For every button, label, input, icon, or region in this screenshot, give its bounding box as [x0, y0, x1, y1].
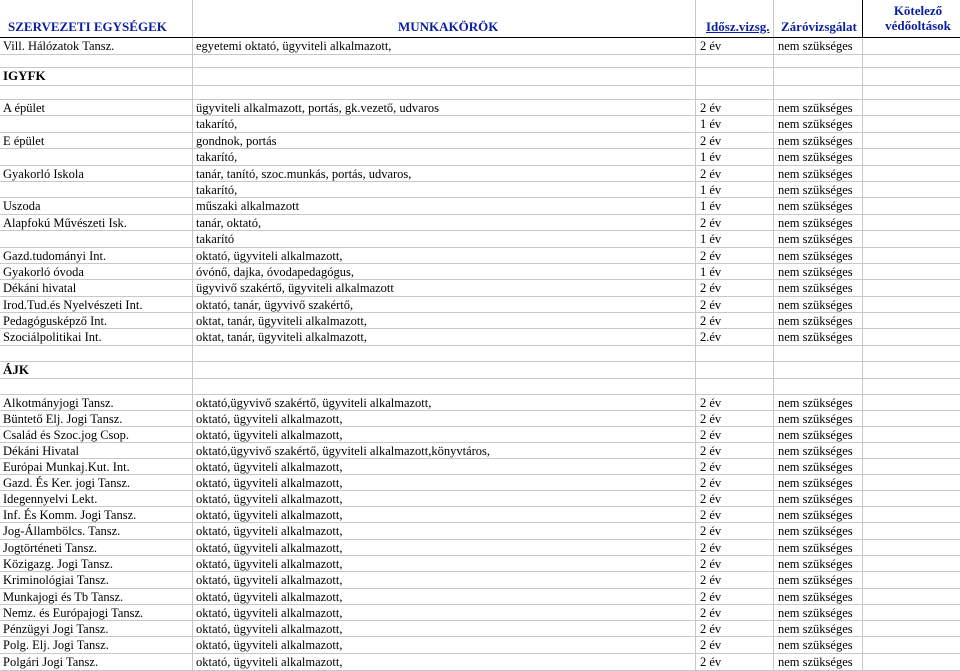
- unit-cell: Dékáni Hivatal: [3, 444, 80, 458]
- period-cell: 2 év: [700, 281, 722, 295]
- job-cell: tanár, tanító, szoc.munkás, portás, udvaros,: [196, 167, 412, 181]
- job-cell: oktató, ügyviteli alkalmazott,: [196, 638, 343, 652]
- row-divider: [0, 99, 960, 100]
- unit-cell: Alkotmányjogi Tansz.: [3, 396, 114, 410]
- final-exam-cell: nem szükséges: [778, 281, 853, 295]
- period-cell: 2 év: [700, 314, 722, 328]
- job-cell: oktató,ügyvivő szakértő, ügyviteli alkalmazott,: [196, 396, 432, 410]
- job-cell: ügyvivő szakértő, ügyviteli alkalmazott: [196, 281, 394, 295]
- row-divider: [0, 85, 960, 86]
- unit-cell: Család és Szoc.jog Csop.: [3, 428, 130, 442]
- final-exam-cell: nem szükséges: [778, 606, 853, 620]
- final-exam-cell: nem szükséges: [778, 232, 853, 246]
- period-cell: 2 év: [700, 460, 722, 474]
- period-cell: 2 év: [700, 216, 722, 230]
- row-divider: [0, 312, 960, 313]
- row-divider: [0, 506, 960, 507]
- row-divider: [0, 247, 960, 248]
- period-cell: 2 év: [700, 492, 722, 506]
- final-exam-cell: nem szükséges: [778, 524, 853, 538]
- row-divider: [0, 636, 960, 637]
- period-cell: 2 év: [700, 622, 722, 636]
- job-cell: oktató, ügyviteli alkalmazott,: [196, 541, 343, 555]
- final-exam-cell: nem szükséges: [778, 492, 853, 506]
- final-exam-cell: nem szükséges: [778, 101, 853, 115]
- final-exam-cell: nem szükséges: [778, 216, 853, 230]
- unit-cell: Európai Munkaj.Kut. Int.: [3, 460, 130, 474]
- job-cell: oktató, ügyviteli alkalmazott,: [196, 460, 343, 474]
- final-exam-cell: nem szükséges: [778, 428, 853, 442]
- header-vaccinations: Kötelező védőoltások: [885, 3, 951, 33]
- row-divider: [0, 165, 960, 166]
- job-cell: műszaki alkalmazott: [196, 199, 300, 213]
- final-exam-cell: nem szükséges: [778, 199, 853, 213]
- period-cell: 2 év: [700, 134, 722, 148]
- period-cell: 1 év: [700, 265, 722, 279]
- period-cell: 1 év: [700, 117, 722, 131]
- row-divider: [0, 181, 960, 182]
- unit-cell: Polgári Jogi Tansz.: [3, 655, 99, 669]
- final-exam-cell: nem szükséges: [778, 460, 853, 474]
- final-exam-cell: nem szükséges: [778, 638, 853, 652]
- header-periodic-exam: Idősz.vizsg.: [706, 19, 770, 34]
- header-units: SZERVEZETI EGYSÉGEK: [8, 19, 167, 34]
- row-divider: [0, 620, 960, 621]
- row-divider: [0, 522, 960, 523]
- header-row: [0, 0, 960, 40]
- row-divider: [0, 571, 960, 572]
- header-jobs: MUNKAKÖRÖK: [398, 19, 499, 34]
- final-exam-cell: nem szükséges: [778, 508, 853, 522]
- period-cell: 2 év: [700, 590, 722, 604]
- final-exam-cell: nem szükséges: [778, 314, 853, 328]
- unit-cell: Inf. És Komm. Jogi Tansz.: [3, 508, 137, 522]
- section-title: IGYFK: [3, 68, 46, 83]
- row-divider: [0, 296, 960, 297]
- job-cell: oktat, tanár, ügyviteli alkalmazott,: [196, 330, 367, 344]
- row-divider: [0, 458, 960, 459]
- final-exam-cell: nem szükséges: [778, 573, 853, 587]
- job-cell: oktató, ügyviteli alkalmazott,: [196, 655, 343, 669]
- unit-cell: Büntető Elj. Jogi Tansz.: [3, 412, 123, 426]
- row-divider: [0, 54, 960, 55]
- job-cell: oktató, ügyviteli alkalmazott,: [196, 590, 343, 604]
- period-cell: 2 év: [700, 638, 722, 652]
- job-cell: takarító,: [196, 183, 238, 197]
- section-title: ÁJK: [3, 362, 29, 377]
- period-cell: 2.év: [700, 330, 722, 344]
- row-divider: [0, 345, 960, 346]
- unit-cell: Dékáni hivatal: [3, 281, 77, 295]
- period-cell: 2 év: [700, 396, 722, 410]
- job-cell: óvónő, dajka, óvodapedagógus,: [196, 265, 354, 279]
- period-cell: 2 év: [700, 428, 722, 442]
- unit-cell: Munkajogi és Tb Tansz.: [3, 590, 124, 604]
- final-exam-cell: nem szükséges: [778, 396, 853, 410]
- unit-cell: Szociálpolitikai Int.: [3, 330, 102, 344]
- final-exam-cell: nem szükséges: [778, 655, 853, 669]
- period-cell: 2 év: [700, 524, 722, 538]
- final-exam-cell: nem szükséges: [778, 622, 853, 636]
- unit-cell: Gyakorló óvoda: [3, 265, 84, 279]
- row-divider: [0, 394, 960, 395]
- period-cell: 2 év: [700, 412, 722, 426]
- row-divider: [0, 115, 960, 116]
- row-divider: [0, 474, 960, 475]
- unit-cell: Gyakorló Iskola: [3, 167, 84, 181]
- job-cell: oktató, ügyviteli alkalmazott,: [196, 557, 343, 571]
- period-cell: 2 év: [700, 39, 722, 53]
- unit-cell: Uszoda: [3, 199, 41, 213]
- row-divider: [0, 604, 960, 605]
- row-divider: [0, 378, 960, 379]
- unit-cell: Pénzügyi Jogi Tansz.: [3, 622, 109, 636]
- job-cell: takarító: [196, 232, 235, 246]
- job-cell: oktató, ügyviteli alkalmazott,: [196, 573, 343, 587]
- job-cell: oktató, ügyviteli alkalmazott,: [196, 492, 343, 506]
- job-cell: tanár, oktató,: [196, 216, 262, 230]
- job-cell: oktató, tanár, ügyvivő szakértő,: [196, 298, 354, 312]
- final-exam-cell: nem szükséges: [778, 541, 853, 555]
- row-divider: [0, 328, 960, 329]
- unit-cell: Kriminológiai Tansz.: [3, 573, 109, 587]
- period-cell: 2 év: [700, 508, 722, 522]
- job-cell: oktató, ügyviteli alkalmazott,: [196, 524, 343, 538]
- period-cell: 2 év: [700, 606, 722, 620]
- job-cell: oktató, ügyviteli alkalmazott,: [196, 412, 343, 426]
- period-cell: 2 év: [700, 249, 722, 263]
- job-cell: ügyviteli alkalmazott, portás, gk.vezető, udvaros: [196, 101, 439, 115]
- unit-cell: Gazd. És Ker. jogi Tansz.: [3, 476, 130, 490]
- job-cell: oktató,ügyvivő szakértő, ügyviteli alkalmazott,könyvtáros,: [196, 444, 491, 458]
- unit-cell: Vill. Hálózatok Tansz.: [3, 39, 115, 53]
- unit-cell: Gazd.tudományi Int.: [3, 249, 107, 263]
- final-exam-cell: nem szükséges: [778, 476, 853, 490]
- final-exam-cell: nem szükséges: [778, 150, 853, 164]
- unit-cell: Pedagógusképző Int.: [3, 314, 108, 328]
- unit-cell: E épület: [3, 134, 45, 148]
- period-cell: 2 év: [700, 573, 722, 587]
- period-cell: 2 év: [700, 557, 722, 571]
- row-divider: [0, 214, 960, 215]
- final-exam-cell: nem szükséges: [778, 444, 853, 458]
- row-divider: [0, 653, 960, 654]
- unit-cell: A épület: [3, 101, 46, 115]
- period-cell: 2 év: [700, 541, 722, 555]
- job-cell: oktató, ügyviteli alkalmazott,: [196, 606, 343, 620]
- row-divider: [0, 410, 960, 411]
- period-cell: 2 év: [700, 476, 722, 490]
- final-exam-cell: nem szükséges: [778, 298, 853, 312]
- final-exam-cell: nem szükséges: [778, 167, 853, 181]
- row-divider: [0, 490, 960, 491]
- row-divider: [0, 442, 960, 443]
- final-exam-cell: nem szükséges: [778, 117, 853, 131]
- unit-cell: Nemz. és Európajogi Tansz.: [3, 606, 144, 620]
- row-divider: [0, 555, 960, 556]
- row-divider: [0, 263, 960, 264]
- final-exam-cell: nem szükséges: [778, 412, 853, 426]
- unit-cell: Jogtörténeti Tansz.: [3, 541, 98, 555]
- period-cell: 2 év: [700, 444, 722, 458]
- job-cell: gondnok, portás: [196, 134, 277, 148]
- job-cell: oktató, ügyviteli alkalmazott,: [196, 249, 343, 263]
- unit-cell: Idegennyelvi Lekt.: [3, 492, 98, 506]
- row-divider: [0, 197, 960, 198]
- header-final-exam: Záróvizsgálat: [781, 19, 857, 34]
- period-cell: 1 év: [700, 199, 722, 213]
- row-divider: [0, 67, 960, 68]
- final-exam-cell: nem szükséges: [778, 330, 853, 344]
- job-cell: oktató, ügyviteli alkalmazott,: [196, 508, 343, 522]
- unit-cell: Polg. Elj. Jogi Tansz.: [3, 638, 109, 652]
- period-cell: 2 év: [700, 101, 722, 115]
- final-exam-cell: nem szükséges: [778, 134, 853, 148]
- period-cell: 1 év: [700, 183, 722, 197]
- unit-cell: Közigazg. Jogi Tansz.: [3, 557, 113, 571]
- row-divider: [0, 148, 960, 149]
- unit-cell: Alapfokú Művészeti Isk.: [3, 216, 127, 230]
- period-cell: 1 év: [700, 150, 722, 164]
- job-cell: takarító,: [196, 150, 238, 164]
- header-column-divider: [862, 0, 863, 38]
- final-exam-cell: nem szükséges: [778, 183, 853, 197]
- job-cell: takarító,: [196, 117, 238, 131]
- final-exam-cell: nem szükséges: [778, 557, 853, 571]
- job-cell: oktató, ügyviteli alkalmazott,: [196, 428, 343, 442]
- period-cell: 2 év: [700, 167, 722, 181]
- period-cell: 2 év: [700, 298, 722, 312]
- unit-cell: Irod.Tud.és Nyelvészeti Int.: [3, 298, 143, 312]
- job-cell: egyetemi oktató, ügyviteli alkalmazott,: [196, 39, 392, 53]
- header-divider: [0, 37, 960, 38]
- row-divider: [0, 132, 960, 133]
- job-cell: oktató, ügyviteli alkalmazott,: [196, 622, 343, 636]
- final-exam-cell: nem szükséges: [778, 39, 853, 53]
- final-exam-cell: nem szükséges: [778, 265, 853, 279]
- row-divider: [0, 361, 960, 362]
- row-divider: [0, 539, 960, 540]
- row-divider: [0, 588, 960, 589]
- job-cell: oktat, tanár, ügyviteli alkalmazott,: [196, 314, 367, 328]
- final-exam-cell: nem szükséges: [778, 249, 853, 263]
- job-cell: oktató, ügyviteli alkalmazott,: [196, 476, 343, 490]
- row-divider: [0, 279, 960, 280]
- row-divider: [0, 230, 960, 231]
- period-cell: 1 év: [700, 232, 722, 246]
- final-exam-cell: nem szükséges: [778, 590, 853, 604]
- row-divider: [0, 426, 960, 427]
- period-cell: 2 év: [700, 655, 722, 669]
- unit-cell: Jog-Állambölcs. Tansz.: [3, 524, 121, 538]
